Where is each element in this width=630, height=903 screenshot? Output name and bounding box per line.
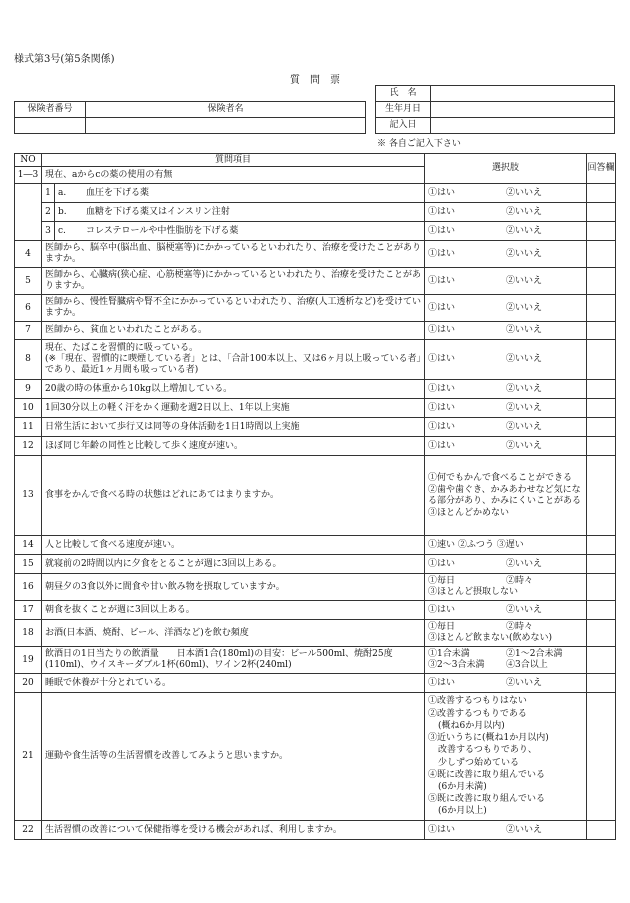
answer-field[interactable] [587,536,616,555]
table-row [15,674,616,693]
fill-note: ※ 各自ご記入下さい [377,139,461,149]
question-no: 9 [15,380,42,399]
question-no: 18 [15,620,42,647]
question-no: 13 [15,456,42,536]
question-no: 3 [42,222,55,241]
table-row [15,647,616,674]
table-row [15,222,616,241]
question-text: 就寝前の2時間以内に夕食をとることが週に3回以上ある。 [42,555,425,574]
answer-field[interactable] [587,322,616,340]
choice-cell: ①はい ②いいえ [425,268,587,295]
choice-cell: ①はい ②いいえ [425,555,587,574]
choice-cell: ①改善するつもりはない ②改善するつもりである (概ね6か月以内) ③近いうちに(概ね1か月以内) 改善するつもりであり、 少しずつ始めている ④既に改善に取り組んでいる (6か月未満) ⑤既に改善に取り組んでいる (6か月以上) [425,693,587,821]
table-row [15,536,616,555]
table-row [15,184,616,203]
question-text: 医師から、心臓病(狭心症、心筋梗塞等)にかかっているといわれたり、治療を受けたことがありますか。 [42,268,425,295]
insurer-name-label: 保険者名 [86,102,366,118]
table-row [15,456,616,536]
choice-cell: ①はい ②いいえ [425,437,587,456]
choice-cell: ①はい ②いいえ [425,399,587,418]
choice-cell: ①はい ②いいえ [425,295,587,322]
question-text: ほぼ同じ年齢の同性と比較して歩く速度が速い。 [42,437,425,456]
header-choices: 選択肢 [425,154,587,184]
question-no: 14 [15,536,42,555]
choice-cell: ①はい ②いいえ [425,380,587,399]
question-no: 16 [15,574,42,601]
choice-cell: ①はい ②いいえ [425,601,587,620]
question-text: 日常生活において歩行又は同等の身体活動を1日1時間以上実施 [42,418,425,437]
choice-cell: ①毎日 ②時々 ③ほとんど飲まない(飲めない) [425,620,587,647]
table-row [15,437,616,456]
answer-field[interactable] [587,601,616,620]
answer-field[interactable] [587,674,616,693]
page-title: 質 問 票 [290,75,340,86]
question-text: 1回30分以上の軽く汗をかく運動を週2日以上、1年以上実施 [42,399,425,418]
table-row [15,203,616,222]
question-no: 17 [15,601,42,620]
question-no: 8 [15,340,42,380]
insurer-number-field[interactable] [15,118,86,134]
answer-field[interactable] [587,693,616,821]
insurer-number-label: 保険者番号 [15,102,86,118]
answer-field[interactable] [587,184,616,203]
answer-field[interactable] [587,268,616,295]
answer-field[interactable] [587,821,616,840]
answer-field[interactable] [587,574,616,601]
question-no: 15 [15,555,42,574]
answer-field[interactable] [587,418,616,437]
answer-field[interactable] [587,222,616,241]
choice-cell: ①はい ②いいえ [425,674,587,693]
choice-cell: ①はい ②いいえ [425,203,587,222]
insurer-table [14,101,366,134]
question-text: b. 血糖を下げる薬又はインスリン注射 [55,203,425,222]
table-row [15,555,616,574]
choice-cell: ①はい ②いいえ [425,340,587,380]
question-text: 飲酒日の1日当たりの飲酒量 日本酒1合(180ml)の目安：ビール500ml、焼酎25度(110ml)、ウイスキーダブル1杯(60ml)、ワイン2杯(240ml) [42,647,425,674]
question-text: お酒(日本酒、焼酎、ビール、洋酒など)を飲む頻度 [42,620,425,647]
answer-field[interactable] [587,241,616,268]
answer-field[interactable] [587,437,616,456]
table-row [15,693,616,821]
question-text: 医師から、貧血といわれたことがある。 [42,322,425,340]
answer-field[interactable] [587,380,616,399]
form-label: 様式第3号(第5条関係) [14,54,115,65]
personal-info-table [375,85,615,134]
question-text: 食事をかんで食べる時の状態はどれにあてはまりますか。 [42,456,425,536]
header-item: 質問項目 [42,154,425,167]
choice-cell: ①はい ②いいえ [425,821,587,840]
question-text: 人と比較して食べる速度が速い。 [42,536,425,555]
question-no: 1―3 [15,167,42,184]
table-row [15,241,616,268]
table-row [15,601,616,620]
table-row [15,340,616,380]
question-no: 20 [15,674,42,693]
question-text: 医師から、慢性腎臓病や腎不全にかかっているといわれたり、治療(人工透析など)を受けていますか。 [42,295,425,322]
question-text: c. コレステロールや中性脂肪を下げる薬 [55,222,425,241]
table-row [15,399,616,418]
name-label: 氏 名 [376,86,431,102]
question-no: 1 [42,184,55,203]
answer-field[interactable] [587,399,616,418]
question-no: 4 [15,241,42,268]
question-text: 現在、aからcの薬の使用の有無 [42,167,425,184]
table-row [15,380,616,399]
question-text: 現在、たばこを習慣的に吸っている。 (※「現在、習慣的に喫煙している者」とは、「合計100本以上、又は6ヶ月以上吸っている者」であり、最近1ヶ月間も吸っている者) [42,340,425,380]
answer-field[interactable] [587,203,616,222]
header-no: NO [15,154,42,167]
question-text: 朝昼夕の3食以外に間食や甘い飲み物を摂取していますか。 [42,574,425,601]
question-no: 2 [42,203,55,222]
answer-field[interactable] [587,647,616,674]
choice-cell: ①はい ②いいえ [425,222,587,241]
answer-field[interactable] [587,340,616,380]
choice-cell: ①はい ②いいえ [425,241,587,268]
name-field[interactable] [431,86,615,102]
table-row [15,268,616,295]
table-row [15,322,616,340]
table-row [15,418,616,437]
choice-cell: ①何でもかんで食べることができる ②歯や歯ぐき、かみあわせなど気になる部分があり、かみにくいことがある ③ほとんどかめない [425,456,587,536]
insurer-name-field[interactable] [86,118,366,134]
question-text: 生活習慣の改善について保健指導を受ける機会があれば、利用しますか。 [42,821,425,840]
choice-cell: ①毎日 ②時々 ③ほとんど摂取しない [425,574,587,601]
answer-field[interactable] [587,295,616,322]
question-text: 医師から、脳卒中(脳出血、脳梗塞等)にかかっているといわれたり、治療を受けたことがありますか。 [42,241,425,268]
table-row [15,620,616,647]
choice-cell: ①はい ②いいえ [425,184,587,203]
table-row [15,295,616,322]
choice-cell: ①1合未満 ②1～2合未満 ③2～3合未満 ④3合以上 [425,647,587,674]
question-no: 19 [15,647,42,674]
birth-date-label: 生年月日 [376,102,431,118]
question-no: 7 [15,322,42,340]
question-table [14,153,616,840]
choice-cell: ①はい ②いいえ [425,418,587,437]
choice-cell: ①速い ②ふつう ③遅い [425,536,587,555]
header-answer: 回答欄 [587,154,616,184]
question-text: 20歳の時の体重から10kg以上増加している。 [42,380,425,399]
entry-date-field[interactable] [431,118,615,134]
question-no: 6 [15,295,42,322]
question-no: 22 [15,821,42,840]
question-no: 5 [15,268,42,295]
question-no: 21 [15,693,42,821]
question-no: 10 [15,399,42,418]
birth-date-field[interactable] [431,102,615,118]
answer-field[interactable] [587,620,616,647]
question-no: 12 [15,437,42,456]
question-text: 朝食を抜くことが週に3回以上ある。 [42,601,425,620]
answer-field[interactable] [587,555,616,574]
table-row [15,574,616,601]
question-text: 運動や食生活等の生活習慣を改善してみようと思いますか。 [42,693,425,821]
answer-field[interactable] [587,456,616,536]
question-no: 11 [15,418,42,437]
choice-cell: ①はい ②いいえ [425,322,587,340]
table-row [15,821,616,840]
question-text: a. 血圧を下げる薬 [55,184,425,203]
question-text: 睡眠で休養が十分とれている。 [42,674,425,693]
entry-date-label: 記入日 [376,118,431,134]
